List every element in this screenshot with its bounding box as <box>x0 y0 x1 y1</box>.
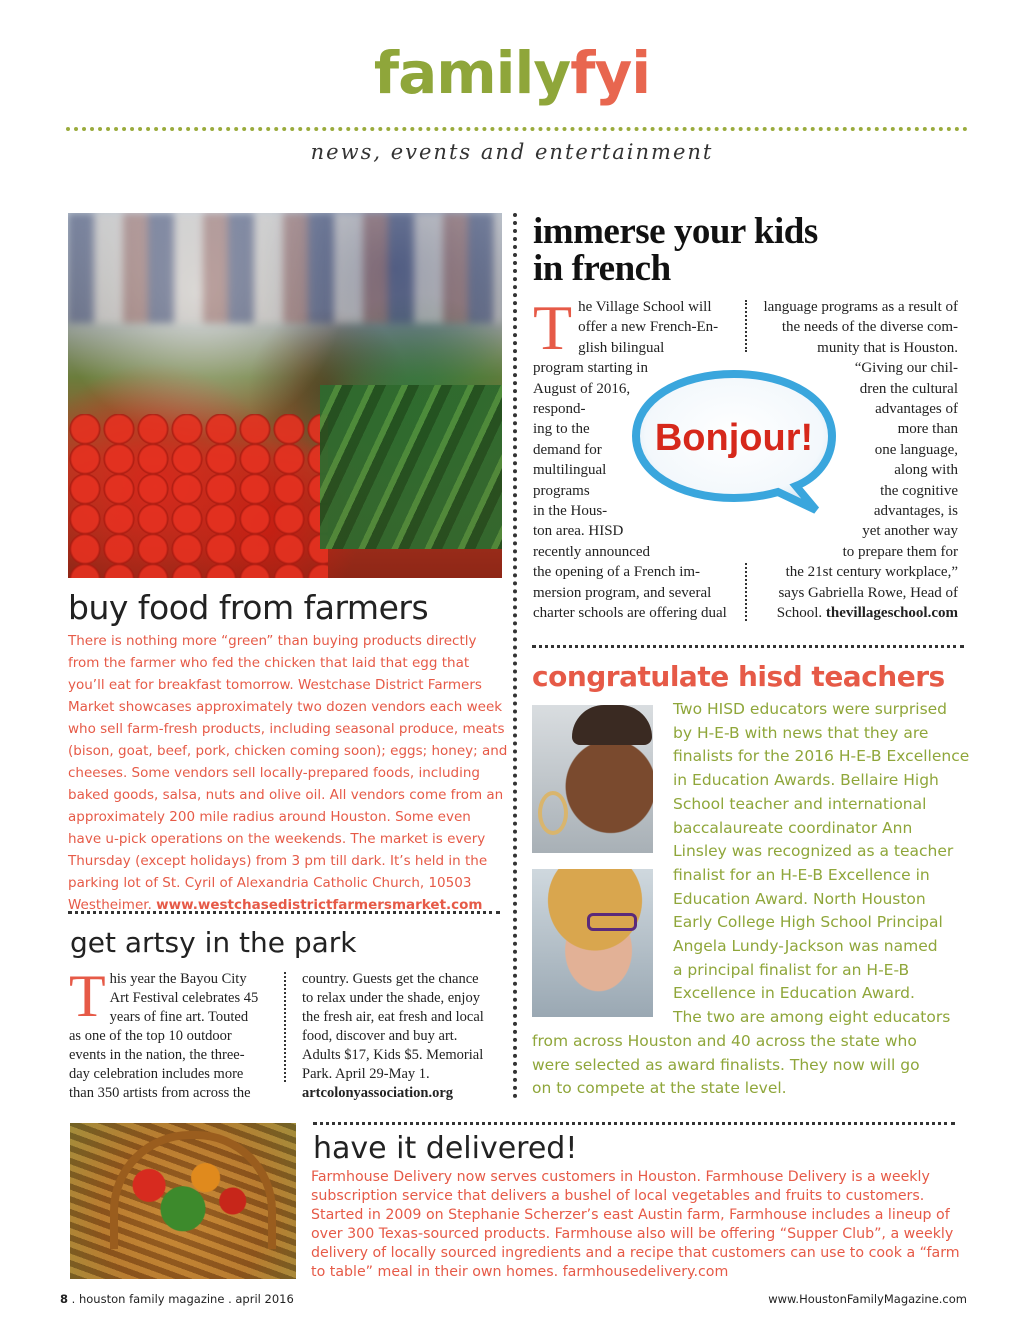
farmers-text: There is nothing more “green” than buying products directly from the farmer who fed the chicken that laid that egg that you’ll eat for breakfast tomorrow. Westchase District Farmers Market showcases approximately two dozen vendors each week who sell farm-fresh products, including seasonal produce, meats (bison, goat, beef, pork, chicken coming soon); eggs; honey; and cheeses. Some vendors sell locally-prepared foods, including baked goods, salsa, nuts and olive oil. All vendors come from an approximately 200 mile radius around Houston. Some even have u-pick operations on the weekends. The market is every Thursday (except holidays) from 3 pm till dark. It’s held in the parking lot of St. Cyril of Alexandria Catholic Church, 10503 Westheimer. <box>68 633 508 913</box>
hisd-full-line: on to compete at the state level. <box>532 1079 787 1098</box>
artsy-col1-line: his year the Bayou City <box>109 971 247 987</box>
delivered-heading: have it delivered! <box>313 1131 578 1166</box>
french-col1-line: ing to the <box>533 421 590 438</box>
french-heading <box>533 213 818 287</box>
french-col2-line: dren the cultural <box>859 380 958 397</box>
french-col2-line: the 21st century workplace,” <box>785 564 958 581</box>
french-col2-line: “Giving our chil- <box>854 360 958 377</box>
french-col1-line: he Village School will <box>578 299 712 315</box>
artsy-dropcap: T <box>69 963 106 1029</box>
farmers-market-photo <box>68 213 502 578</box>
hisd-side-line: Linsley was recognized as a teacher <box>673 842 954 861</box>
french-col1-line: respond- <box>533 401 586 418</box>
artsy-col1-line: years of fine art. Touted <box>109 1009 249 1025</box>
french-col2-line: advantages of <box>875 401 958 418</box>
hisd-side-line: baccalaureate coordinator Ann <box>673 818 913 837</box>
artsy-col1-line: than 350 artists from across the <box>69 1085 251 1101</box>
column-divider <box>513 213 517 1099</box>
french-col1-line: glish bilingual <box>578 339 665 356</box>
french-col2-line: language programs as a result of <box>763 299 958 315</box>
french-col2-line: more than <box>897 421 958 438</box>
french-col2-line: along with <box>894 462 958 479</box>
french-col1-line: offer a new French-En- <box>578 319 719 336</box>
masthead-family: family <box>373 39 571 107</box>
artsy-link[interactable]: artcolonyassociation.org <box>302 1085 454 1101</box>
french-col1-line: multilingual <box>533 462 607 479</box>
french-col2-line: munity that is Houston. <box>817 339 958 356</box>
hisd-side-line: Excellence in Education Award. <box>673 984 915 1003</box>
artsy-col2-line: Adults $17, Kids $5. Memorial <box>302 1047 484 1063</box>
footer-page-number: 8 <box>60 1292 69 1306</box>
hisd-side-line: by H-E-B with news that they are <box>673 723 929 742</box>
hisd-full-line: were selected as award finalists. They now will go <box>532 1055 920 1074</box>
french-col1-line: ton area. HISD <box>533 523 624 540</box>
farmers-link[interactable]: www.westchasedistrictfarmersmarket.com <box>156 897 483 913</box>
hisd-side-line: Education Award. North Houston <box>673 889 926 908</box>
teacher-ann-linsley-photo <box>532 705 653 853</box>
hisd-side-line: School teacher and international <box>673 794 927 813</box>
hisd-side-text <box>673 698 973 1030</box>
hisd-side-line: Angela Lundy-Jackson was named <box>673 937 938 956</box>
footer-magazine-date: . houston family magazine . april 2016 <box>68 1292 294 1306</box>
artsy-col2-line: to relax under the shade, enjoy <box>302 990 480 1006</box>
hisd-side-line: a principal finalist for an H-E-B <box>673 960 910 979</box>
hisd-full-text <box>532 1030 972 1101</box>
vegetable-basket-photo <box>70 1123 296 1279</box>
bonjour-speech-bubble <box>630 368 838 516</box>
hisd-full-line: from across Houston and 40 across the state who <box>532 1032 917 1050</box>
bonjour-text: Bonjour! <box>654 417 814 459</box>
french-col2-line: to prepare them for <box>842 543 958 560</box>
footer-website[interactable]: www.HoustonFamilyMagazine.com <box>768 1292 967 1306</box>
artsy-col2-line: food, discover and buy art. <box>302 1028 458 1044</box>
farmers-divider <box>68 911 500 914</box>
farmers-heading: buy food from farmers <box>68 588 429 627</box>
french-col1-line: programs <box>533 482 590 499</box>
artsy-column-1 <box>69 963 274 1103</box>
artsy-heading: get artsy in the park <box>70 926 357 959</box>
french-col2-line: one language, <box>874 441 958 458</box>
french-col1-line: mersion program, and several <box>533 584 712 601</box>
bottom-divider <box>313 1122 955 1125</box>
farmers-body <box>68 630 508 916</box>
artsy-column-divider <box>284 972 286 1082</box>
footer-page-info <box>60 1292 294 1306</box>
masthead-title <box>0 38 1024 108</box>
masthead-fyi: fyi <box>570 39 651 107</box>
french-heading-line-1: immerse your kids <box>533 211 818 252</box>
french-divider <box>532 645 964 648</box>
hisd-side-line: Early College High School Principal <box>673 913 943 932</box>
french-col2-line: the cognitive <box>880 482 958 499</box>
french-link[interactable]: thevillageschool.com <box>825 605 958 622</box>
artsy-col1-line: Art Festival celebrates 45 <box>109 990 259 1006</box>
french-col1-line: recently announced <box>533 543 651 560</box>
french-dropcap: T <box>533 292 573 363</box>
french-last-prefix: School. <box>776 605 823 622</box>
french-heading-line-2: in french <box>533 248 671 289</box>
delivered-body: Farmhouse Delivery now serves customers in Houston. Farmhouse Delivery is a weekly subscription service that delivers a bushel of local vegetables and fruits to customers. Started in 2009 on Stephanie Scherzer’s east Austin farm, Farmhouse includes a lineup of over 300 Texas-sourced products. Farmhouse also will be offering “Supper Club”, a weekly delivery of locally sourced ingredients and a recipe that customers can use to cook a “farm to table” meal in their own homes. farmhousedelivery.com <box>311 1169 960 1280</box>
french-col1-line: program starting in <box>533 360 648 377</box>
french-col2-line: yet another way <box>862 523 958 540</box>
teacher-angela-lundy-jackson-photo <box>532 869 653 1017</box>
french-col2-line: says Gabriella Rowe, Head of <box>778 584 958 601</box>
artsy-col1-line: day celebration includes more <box>69 1066 244 1082</box>
artsy-col1-line: as one of the top 10 outdoor <box>69 1028 232 1044</box>
hisd-side-line: in Education Awards. Bellaire High <box>673 771 939 790</box>
french-column-divider-bottom <box>745 563 747 621</box>
masthead-tagline: news, events and entertainment <box>310 140 714 164</box>
artsy-col2-line: Park. April 29-May 1. <box>302 1066 430 1082</box>
masthead-divider <box>66 127 968 131</box>
artsy-col1-line: events in the nation, the three- <box>69 1047 245 1063</box>
artsy-col2-line: country. Guests get the chance <box>302 971 479 987</box>
hisd-side-line: Two HISD educators were surprised <box>673 700 948 718</box>
french-col1-line: demand for <box>533 441 602 458</box>
artsy-col2-line: the fresh air, eat fresh and local <box>302 1009 484 1025</box>
french-col1-line: August of 2016, <box>533 380 631 397</box>
hisd-side-line: finalist for an H-E-B Excellence in <box>673 865 930 884</box>
french-col2-line: advantages, is <box>873 503 958 520</box>
hisd-side-line: The two are among eight educators <box>673 1008 951 1027</box>
french-col1-line: charter schools are offering dual <box>533 605 727 622</box>
french-col2-line: the needs of the diverse com- <box>781 319 958 336</box>
artsy-column-2 <box>302 970 507 1103</box>
hisd-heading: congratulate hisd teachers <box>532 660 945 693</box>
french-col1-line: in the Hous- <box>533 503 608 520</box>
french-column-divider-top <box>745 300 747 352</box>
hisd-side-line: finalists for the 2016 H-E-B Excellence <box>673 747 970 766</box>
french-col1-line: the opening of a French im- <box>533 564 701 581</box>
